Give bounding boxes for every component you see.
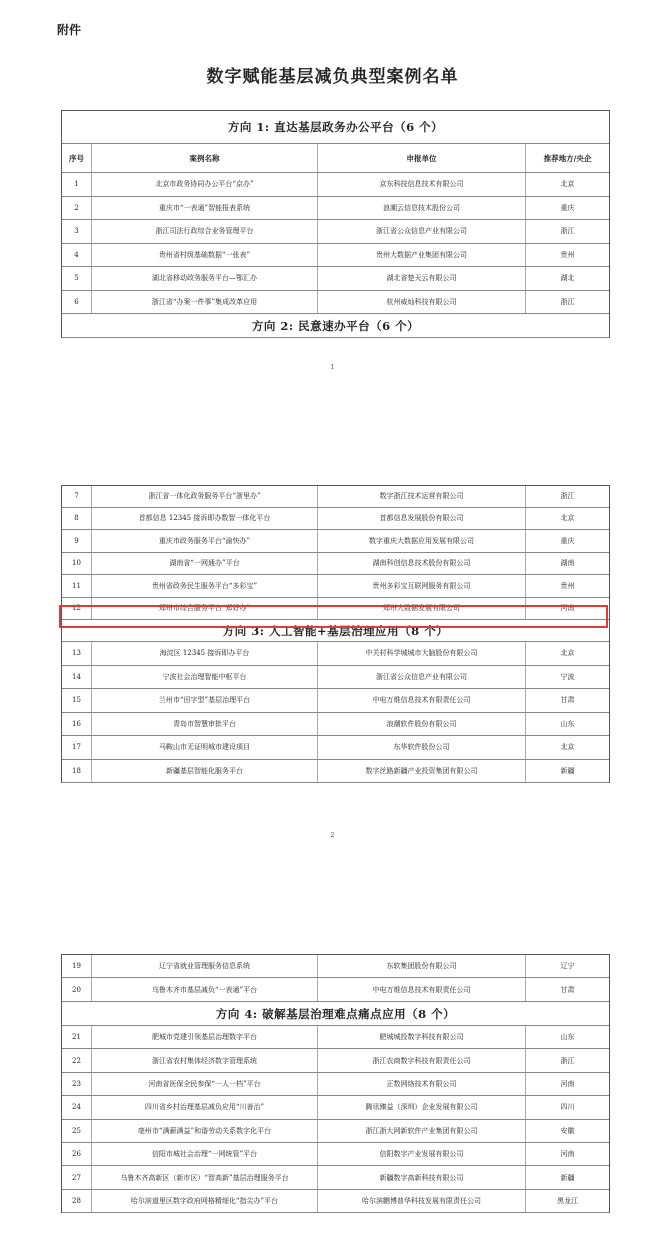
row-number: 9 bbox=[62, 530, 92, 552]
table-row bbox=[62, 173, 609, 197]
row-number: 16 bbox=[62, 713, 92, 736]
applicant-unit: 郑州大数据发展有限公司 bbox=[318, 598, 526, 620]
table-row bbox=[62, 1190, 609, 1213]
recommending-region: 四川 bbox=[560, 1103, 575, 1112]
row-number: 4 bbox=[62, 244, 92, 267]
case-name: 亳州市“满薪满益”和谐劳动关系数字化平台 bbox=[92, 1120, 318, 1142]
table-row bbox=[62, 760, 609, 784]
case-name: 湖北省移动政务服务平台—鄂汇办 bbox=[92, 267, 318, 290]
table-row bbox=[62, 291, 609, 315]
page-number: 1 bbox=[330, 364, 335, 371]
table-row bbox=[62, 642, 609, 666]
rows-group bbox=[62, 1026, 609, 1213]
recommending-region: 河南 bbox=[560, 1150, 575, 1159]
applicant-unit: 湖北省楚天云有限公司 bbox=[318, 267, 526, 290]
row-number: 2 bbox=[62, 197, 92, 220]
table-row bbox=[62, 197, 609, 221]
recommending-region: 北京 bbox=[560, 180, 575, 189]
row-number: 28 bbox=[62, 1190, 92, 1212]
table-row bbox=[62, 1096, 609, 1119]
applicant-unit: 浙江浙大网新软件产业集团有限公司 bbox=[318, 1120, 526, 1142]
applicant-unit: 新疆数字高新科技有限公司 bbox=[318, 1166, 526, 1188]
recommending-region: 河南 bbox=[560, 1079, 575, 1088]
recommending-region: 浙江 bbox=[560, 297, 575, 306]
case-name: 宁波社会治理智能中枢平台 bbox=[92, 666, 318, 689]
case-name: 马鞍山市无证明城市建设项目 bbox=[92, 736, 318, 759]
case-name: 辽宁省就业管理服务信息系统 bbox=[92, 955, 318, 977]
applicant-unit: 浪潮云信息技术股份公司 bbox=[318, 197, 526, 220]
header-no: 序号 bbox=[62, 144, 92, 172]
case-name: 郑州市综合服务平台“郑好办” bbox=[92, 598, 318, 620]
recommending-region: 贵州 bbox=[560, 581, 575, 590]
case-name: 新疆基层智能化服务平台 bbox=[92, 760, 318, 783]
header-region: 推荐地方/央企 bbox=[543, 153, 592, 163]
applicant-unit: 中电万维信息技术有限责任公司 bbox=[318, 689, 526, 712]
table-row bbox=[62, 485, 609, 508]
case-name: 乌鲁木齐市基层减负“一表通”平台 bbox=[92, 978, 318, 1001]
applicant-unit: 杭州威灿科技有限公司 bbox=[318, 291, 526, 314]
applicant-unit: 腾讯臻益（深圳）企业发展有限公司 bbox=[318, 1096, 526, 1118]
rows-group bbox=[62, 173, 609, 314]
row-number: 8 bbox=[62, 508, 92, 530]
table-segment-3 bbox=[61, 954, 610, 1213]
case-name: 乌鲁木齐高新区（新市区）“智高新”基层治理服务平台 bbox=[92, 1166, 318, 1188]
table-row bbox=[62, 689, 609, 713]
recommending-region: 湖北 bbox=[560, 274, 575, 283]
case-name: 河南省医保全民参保“一人一档”平台 bbox=[92, 1073, 318, 1095]
recommending-region: 甘肃 bbox=[560, 985, 575, 994]
row-number: 11 bbox=[62, 575, 92, 597]
header-name: 案例名称 bbox=[92, 144, 318, 172]
applicant-unit: 数字浙江技术运营有限公司 bbox=[318, 486, 526, 507]
applicant-unit: 东华软件股份公司 bbox=[318, 736, 526, 759]
recommending-region: 重庆 bbox=[560, 203, 575, 212]
table-row bbox=[62, 954, 609, 978]
row-number: 26 bbox=[62, 1143, 92, 1165]
recommending-region: 贵州 bbox=[560, 250, 575, 259]
row-number: 24 bbox=[62, 1096, 92, 1118]
recommending-region: 黑龙江 bbox=[557, 1196, 578, 1205]
page-number: 2 bbox=[330, 832, 335, 839]
applicant-unit: 浙江省公众信息产业有限公司 bbox=[318, 220, 526, 243]
applicant-unit: 湖南科创信息技术股份有限公司 bbox=[318, 553, 526, 575]
table-row bbox=[62, 267, 609, 291]
case-name: 北京市政务协同办公平台“京办” bbox=[92, 173, 318, 196]
table-row bbox=[62, 553, 609, 576]
recommending-region: 北京 bbox=[560, 743, 575, 752]
case-name: 湖南省“一网通办”平台 bbox=[92, 553, 318, 575]
case-name: 海淀区 12345 接诉即办平台 bbox=[92, 642, 318, 665]
row-number: 7 bbox=[62, 486, 92, 507]
row-number: 12 bbox=[62, 598, 92, 620]
direction-heading: 方向 2: 民意速办平台（6 个） bbox=[62, 314, 609, 338]
case-name: 青岛市智慧审批平台 bbox=[92, 713, 318, 736]
applicant-unit: 贵州大数据产业集团有限公司 bbox=[318, 244, 526, 267]
table-row bbox=[62, 508, 609, 531]
applicant-unit: 中电万维信息技术有限责任公司 bbox=[318, 978, 526, 1001]
table-row bbox=[62, 1026, 609, 1049]
row-number: 19 bbox=[62, 955, 92, 977]
case-name: 肥城市党建引领基层治理数字平台 bbox=[92, 1026, 318, 1048]
recommending-region: 浙江 bbox=[560, 1056, 575, 1065]
case-name: 哈尔滨道里区数字政府网格精细化“指尖办”平台 bbox=[92, 1190, 318, 1212]
table-header-row bbox=[62, 144, 609, 173]
recommending-region: 新疆 bbox=[560, 1173, 575, 1182]
case-name: 四川省乡村治理基层减负应用“川善治” bbox=[92, 1096, 318, 1118]
recommending-region: 宁波 bbox=[560, 672, 575, 681]
applicant-unit: 正数网络技术有限公司 bbox=[318, 1073, 526, 1095]
applicant-unit: 首都信息发展股份有限公司 bbox=[318, 508, 526, 530]
header-unit: 申报单位 bbox=[318, 144, 526, 172]
row-number: 22 bbox=[62, 1049, 92, 1071]
recommending-region: 浙江 bbox=[560, 492, 575, 501]
rows-group bbox=[62, 485, 609, 620]
applicant-unit: 数字重庆大数据应用发展有限公司 bbox=[318, 530, 526, 552]
applicant-unit: 中关村科学城城市大脑股份有限公司 bbox=[318, 642, 526, 665]
applicant-unit: 哈尔滨鹏博普华科技发展有限责任公司 bbox=[318, 1190, 526, 1212]
applicant-unit: 贵州多彩宝互联网服务有限公司 bbox=[318, 575, 526, 597]
applicant-unit: 东软集团股份有限公司 bbox=[318, 955, 526, 977]
case-name: 浙江省农村集体经济数字管理系统 bbox=[92, 1049, 318, 1071]
direction-heading: 方向 3: 人工智能+基层治理应用（8 个） bbox=[62, 620, 609, 642]
case-name: 贵州省村级基础数据“一张表” bbox=[92, 244, 318, 267]
page-title: 数字赋能基层减负典型案例名单 bbox=[206, 67, 459, 87]
applicant-unit: 京东科技信息技术有限公司 bbox=[318, 173, 526, 196]
case-name: 浙江省一体化政务服务平台“浙里办” bbox=[92, 486, 318, 507]
table-row bbox=[62, 978, 609, 1002]
row-number: 21 bbox=[62, 1026, 92, 1048]
row-number: 10 bbox=[62, 553, 92, 575]
recommending-region: 山东 bbox=[560, 1033, 575, 1042]
recommending-region: 浙江 bbox=[560, 227, 575, 236]
case-name: 兰州市“田字型”基层治理平台 bbox=[92, 689, 318, 712]
row-number: 3 bbox=[62, 220, 92, 243]
table-segment-2 bbox=[61, 485, 610, 783]
table-row bbox=[62, 666, 609, 690]
applicant-unit: 信阳数字产业发展有限公司 bbox=[318, 1143, 526, 1165]
recommending-region: 山东 bbox=[560, 719, 575, 728]
direction-heading: 方向 1: 直达基层政务办公平台（6 个） bbox=[62, 110, 609, 144]
table-segment-1 bbox=[61, 110, 610, 338]
rows-group bbox=[62, 642, 609, 783]
recommending-region: 湖南 bbox=[560, 559, 575, 568]
recommending-region: 河南 bbox=[560, 604, 575, 613]
row-number: 17 bbox=[62, 736, 92, 759]
table-row bbox=[62, 713, 609, 737]
recommending-region: 北京 bbox=[560, 514, 575, 523]
table-row bbox=[62, 1120, 609, 1143]
recommending-region: 新疆 bbox=[560, 766, 575, 775]
applicant-unit: 浪潮软件股份有限公司 bbox=[318, 713, 526, 736]
table-row bbox=[62, 736, 609, 760]
row-number: 15 bbox=[62, 689, 92, 712]
row-number: 5 bbox=[62, 267, 92, 290]
recommending-region: 甘肃 bbox=[560, 696, 575, 705]
recommending-region: 重庆 bbox=[560, 536, 575, 545]
row-number: 23 bbox=[62, 1073, 92, 1095]
table-row bbox=[62, 530, 609, 553]
applicant-unit: 浙江农商数字科技有限责任公司 bbox=[318, 1049, 526, 1071]
table-row bbox=[62, 575, 609, 598]
table-row bbox=[62, 1073, 609, 1096]
table-row bbox=[62, 244, 609, 268]
recommending-region: 安徽 bbox=[560, 1126, 575, 1135]
table-row bbox=[62, 1166, 609, 1189]
case-name: 浙江司法行政综合业务管理平台 bbox=[92, 220, 318, 243]
applicant-unit: 浙江省公众信息产业有限公司 bbox=[318, 666, 526, 689]
case-name: 重庆市政务服务平台“渝快办” bbox=[92, 530, 318, 552]
case-name: 重庆市“一表通”智能报表系统 bbox=[92, 197, 318, 220]
direction-heading: 方向 4: 破解基层治理难点痛点应用（8 个） bbox=[62, 1002, 609, 1026]
recommending-region: 北京 bbox=[560, 649, 575, 658]
row-number: 14 bbox=[62, 666, 92, 689]
row-number: 13 bbox=[62, 642, 92, 665]
row-number: 1 bbox=[62, 173, 92, 196]
table-row bbox=[62, 1143, 609, 1166]
row-number: 20 bbox=[62, 978, 92, 1001]
table-row bbox=[62, 1049, 609, 1072]
attachment-label: 附件 bbox=[57, 23, 82, 37]
row-number: 6 bbox=[62, 291, 92, 314]
row-number: 27 bbox=[62, 1166, 92, 1188]
case-name: 信阳市城社会治理“一网统管”平台 bbox=[92, 1143, 318, 1165]
row-number: 18 bbox=[62, 760, 92, 783]
case-name: 首都信息 12345 接诉即办数智一体化平台 bbox=[92, 508, 318, 530]
row-number: 25 bbox=[62, 1120, 92, 1142]
case-name: 浙江省“办案一件事”集成改革应用 bbox=[92, 291, 318, 314]
applicant-unit: 肥城城投数字科技有限公司 bbox=[318, 1026, 526, 1048]
recommending-region: 辽宁 bbox=[560, 962, 575, 970]
highlight-box bbox=[59, 605, 608, 628]
table-row bbox=[62, 220, 609, 244]
rows-group bbox=[62, 954, 609, 1002]
applicant-unit: 数字丝路新疆产业投资集团有限公司 bbox=[318, 760, 526, 783]
case-name: 贵州省政务民生服务平台“多彩宝” bbox=[92, 575, 318, 597]
